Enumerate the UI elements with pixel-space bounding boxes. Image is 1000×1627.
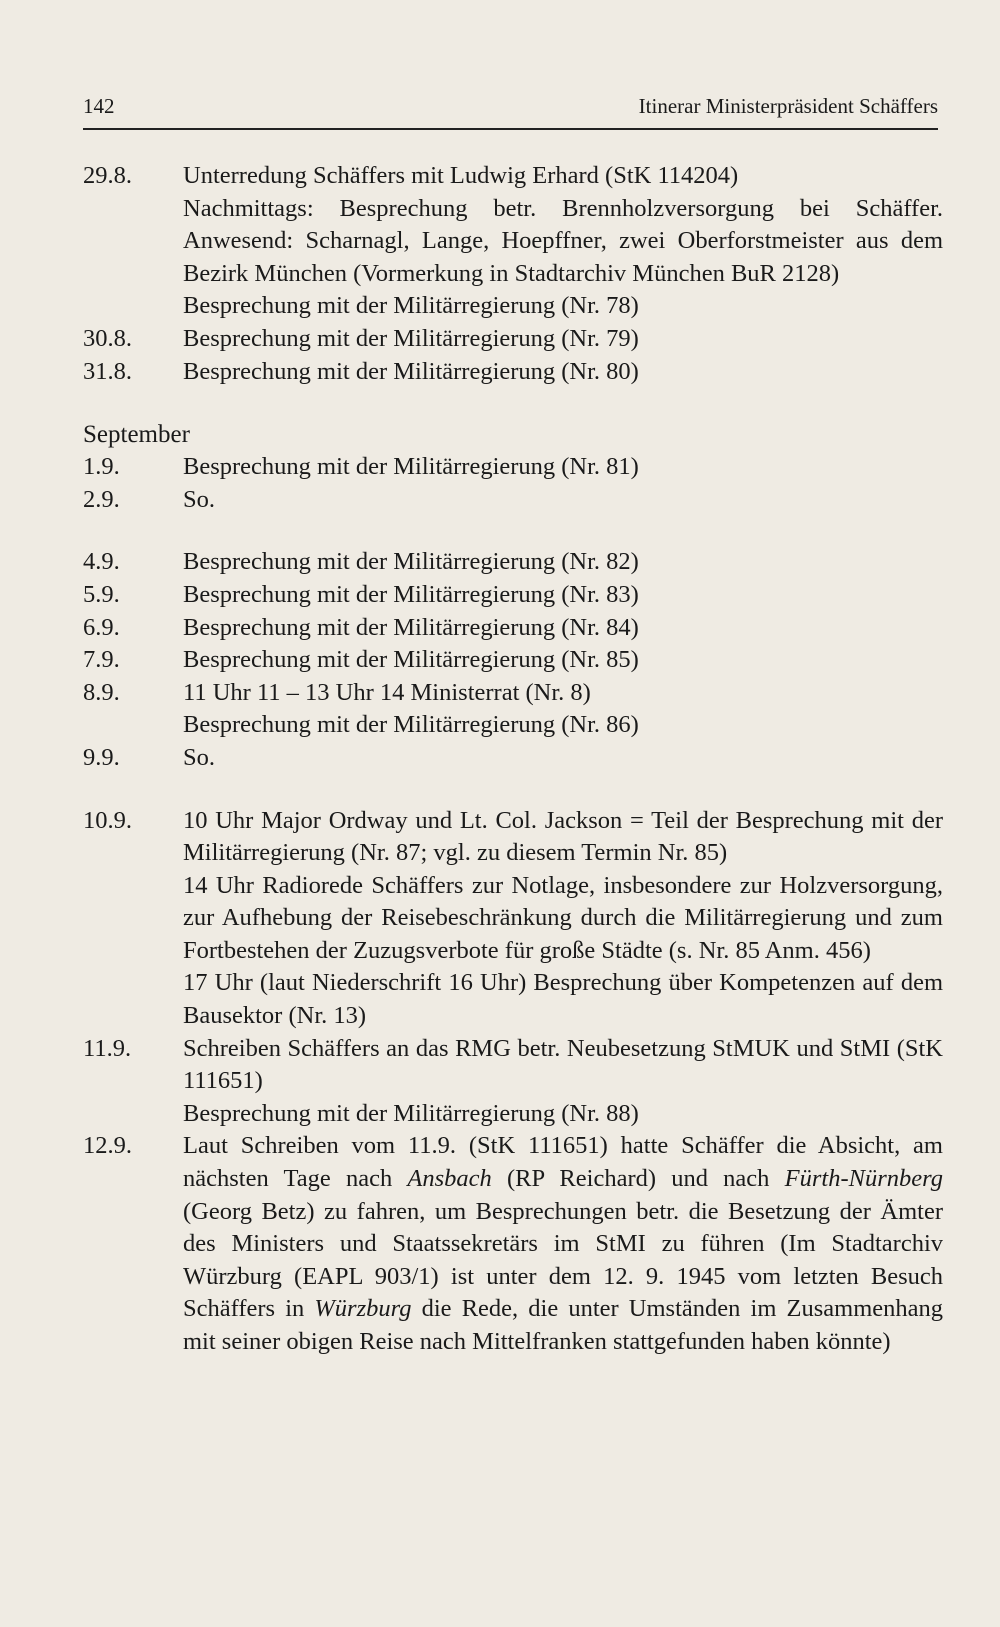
text-run: (RP Reichard) und nach <box>491 1165 785 1193</box>
spacer <box>83 388 943 418</box>
entry-date: 29.8. <box>83 162 132 189</box>
entry-date: 30.8. <box>83 324 132 352</box>
entry-date: 6.9. <box>83 613 120 641</box>
place-name: Ansbach <box>407 1165 492 1193</box>
entry-line: Besprechung mit der Militärregierung (Nr. 85) <box>183 646 639 674</box>
entry-line: 11 Uhr 11 – 13 Uhr 14 Ministerrat (Nr. 8) <box>183 678 591 706</box>
entry-date: 7.9. <box>83 646 120 674</box>
entry-date: 8.9. <box>83 678 120 706</box>
entry-line: 14 Uhr Radiorede Schäffers zur Notlage, insbesondere zur Holzversorgung, zur Aufhebung der Reisebeschränkung durch die Militärregierung und zum Fortbestehen der Zuzugsverbote für große Städte (s. Nr. 85 Anm. 456) <box>183 871 943 964</box>
running-title: Itinerar Ministerpräsident Schäffers <box>638 94 938 118</box>
entry-text <box>183 1033 943 1131</box>
entry-date: 12.9. <box>83 1132 132 1160</box>
entry-line: Besprechung mit der Militärregierung (Nr. 78) <box>183 292 639 320</box>
entry <box>83 612 943 645</box>
entry-line: Besprechung mit der Militärregierung (Nr. 88) <box>183 1099 639 1127</box>
entry-text <box>183 160 943 323</box>
entries-september-b <box>83 546 943 774</box>
entry-line: 10 Uhr Major Ordway und Lt. Col. Jackson = Teil der Besprechung mit der Militärregierung (Nr. 87; vgl. zu diesem Termin Nr. 85) <box>183 806 943 867</box>
entry <box>83 677 943 742</box>
entry-text <box>183 644 943 677</box>
entry-line: Besprechung mit der Militärregierung (Nr. 79) <box>183 324 639 352</box>
entry-text <box>183 677 943 742</box>
section-heading-september: September <box>83 421 190 449</box>
entry-date: 4.9. <box>83 548 120 576</box>
entry-line: Besprechung mit der Militärregierung (Nr. 80) <box>183 357 639 385</box>
entry-date: 9.9. <box>83 743 120 771</box>
entry-text <box>183 805 943 1033</box>
entry-text <box>183 579 943 612</box>
entry-line: So. <box>183 485 216 513</box>
entry-12-9 <box>83 1130 943 1358</box>
entry-date: 1.9. <box>83 453 120 481</box>
page-number: 142 <box>83 94 115 118</box>
entry <box>83 546 943 579</box>
text-run: die Rede, die unter Umständen im Zusammenhang mit seiner obigen Reise nach Mittelfranken stattgefunden haben könnte) <box>183 1295 944 1355</box>
entry-line: So. <box>183 743 216 771</box>
entry <box>83 742 943 775</box>
entry-text <box>183 1130 943 1358</box>
spacer <box>83 775 943 805</box>
entry-line: Besprechung mit der Militärregierung (Nr. 83) <box>183 580 639 608</box>
entry-date: 2.9. <box>83 485 120 513</box>
entry-line: Schreiben Schäffers an das RMG betr. Neubesetzung StMUK und StMI (StK 111651) <box>183 1034 943 1095</box>
entries-september-c <box>83 805 943 1131</box>
entry-line: Besprechung mit der Militärregierung (Nr. 84) <box>183 613 639 641</box>
entry-text <box>183 546 943 579</box>
place-name: Fürth-Nürnberg <box>784 1165 943 1193</box>
text-run: Laut Schreiben vom 11.9. (StK 111651) hatte Schäffer die Absicht, am nächsten Tage nach <box>183 1132 943 1193</box>
entries-august <box>83 160 943 388</box>
entry <box>83 323 943 356</box>
entry-text <box>183 451 943 484</box>
entry-line: Nachmittags: Besprechung betr. Brennholzversorgung bei Schäffer. Anwesend: Scharnagl, Lange, Hoepffner, zwei Oberforstmeister aus dem Bezirk München (Vormerkung in Stadtarchiv München BuR 2128) <box>183 194 943 287</box>
entry-line: Unterredung Schäffers mit Ludwig Erhard (StK 114204) <box>183 162 739 189</box>
entry-line: Besprechung mit der Militärregierung (Nr. 82) <box>183 548 639 576</box>
spacer <box>83 516 943 546</box>
page-header <box>83 92 938 130</box>
text-run: (Georg Betz) zu fahren, um Besprechungen betr. die Besetzung der Ämter des Ministers und Staatssekretärs im StMI zu führen (Im Stadtarchiv Würzburg (EAPL 903/1) ist unter dem 12. 9. 1945 vom letzten Besuch Schäffers in <box>183 1197 943 1323</box>
entry <box>83 356 943 389</box>
entry <box>83 644 943 677</box>
entry <box>83 451 943 484</box>
entry <box>83 805 943 1033</box>
place-name: Würzburg <box>314 1295 412 1323</box>
entry-date: 11.9. <box>83 1034 132 1062</box>
entry-date: 10.9. <box>83 806 132 834</box>
entry <box>83 484 943 517</box>
itinerary <box>83 160 943 1359</box>
entry <box>83 160 943 323</box>
entry-line: Besprechung mit der Militärregierung (Nr. 86) <box>183 711 639 739</box>
entry-date: 31.8. <box>83 357 132 385</box>
entry-text <box>183 484 943 517</box>
entry-text <box>183 356 943 389</box>
entry-text <box>183 323 943 356</box>
entry <box>83 579 943 612</box>
entry-text <box>183 612 943 645</box>
entry-line: Besprechung mit der Militärregierung (Nr. 81) <box>183 453 639 481</box>
entry-line: 17 Uhr (laut Niederschrift 16 Uhr) Besprechung über Kompetenzen auf dem Bausektor (Nr. 13) <box>183 969 943 1030</box>
entry <box>83 1033 943 1131</box>
entry-text <box>183 742 943 775</box>
entry-date: 5.9. <box>83 580 120 608</box>
entries-september-a <box>83 451 943 516</box>
